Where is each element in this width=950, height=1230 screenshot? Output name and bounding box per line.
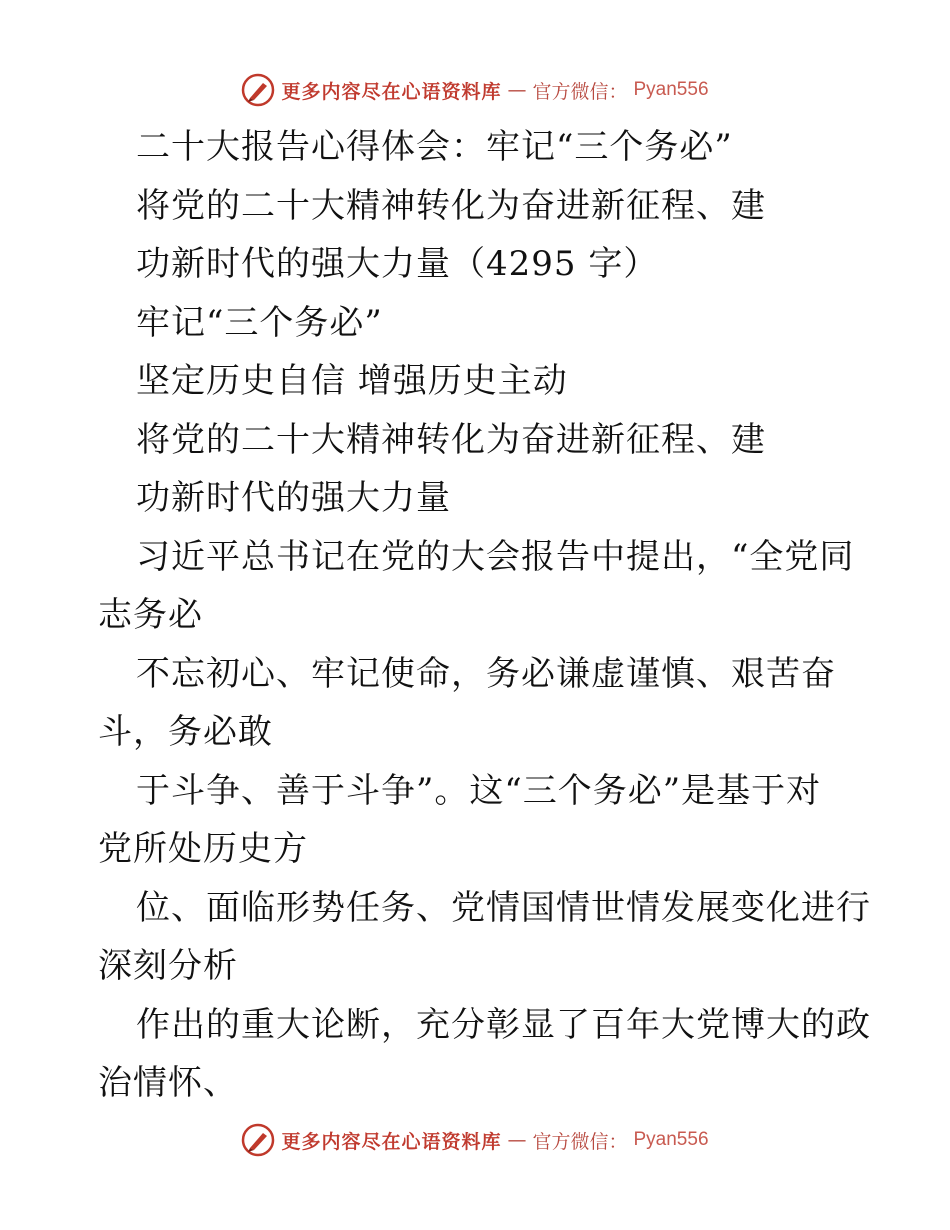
watermark-slogan: 更多内容尽在心语资料库 [281, 1130, 502, 1153]
watermark-wechat-id: Pyan556 [633, 79, 709, 100]
paragraph-line: 斗，务必敢 [98, 712, 273, 752]
paragraph-line: 位、面临形势任务、党情国情世情发展变化进行 [136, 887, 871, 928]
doc-heading-line: 坚定历史自信 增强历史主动 [136, 361, 568, 401]
paragraph-line: 作出的重大论断，充分彰显了百年大党博大的政 [136, 1004, 871, 1045]
watermark-separator: — [507, 1129, 527, 1151]
watermark-separator: — [507, 79, 527, 101]
watermark-slogan: 更多内容尽在心语资料库 [281, 80, 502, 103]
header-watermark [0, 70, 950, 110]
paragraph-line: 志务必 [98, 595, 203, 635]
paragraph-line: 治情怀、 [98, 1063, 238, 1103]
pen-logo-icon [241, 1123, 275, 1157]
watermark-wechat-id: Pyan556 [633, 1129, 709, 1150]
pen-logo-icon [241, 73, 275, 107]
paragraph-line: 习近平总书记在党的大会报告中提出，“全党同 [136, 536, 855, 577]
doc-title-line: 二十大报告心得体会：牢记“三个务必” [136, 127, 733, 167]
paragraph-line: 不忘初心、牢记使命，务必谦虚谨慎、艰苦奋 [136, 653, 836, 694]
paragraph-line: 于斗争、善于斗争”。这“三个务必”是基于对 [136, 770, 822, 811]
watermark-wechat-label: 官方微信： [532, 1130, 628, 1153]
doc-title-line: 功新时代的强大力量（4295 字） [136, 244, 659, 284]
footer-watermark [0, 1120, 950, 1160]
paragraph-line: 深刻分析 [98, 946, 238, 986]
doc-heading-line: 牢记“三个务必” [136, 302, 383, 343]
paragraph-line: 党所处历史方 [98, 829, 308, 869]
watermark-wechat-label: 官方微信： [532, 80, 628, 103]
document-body [98, 118, 871, 1113]
doc-title-line: 将党的二十大精神转化为奋进新征程、建 [136, 185, 766, 226]
doc-heading-line: 将党的二十大精神转化为奋进新征程、建 [136, 419, 766, 460]
doc-heading-line: 功新时代的强大力量 [136, 478, 451, 518]
